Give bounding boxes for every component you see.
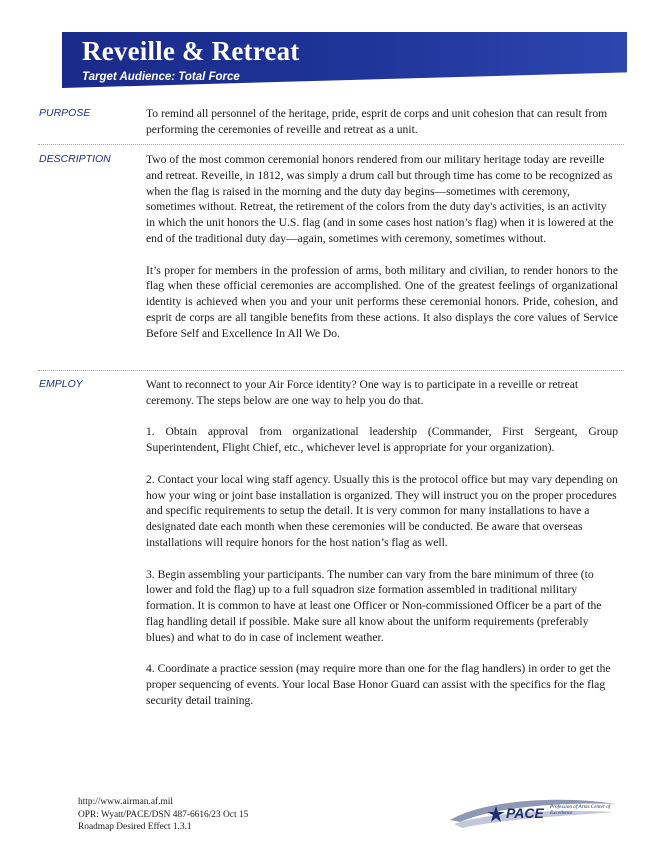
footer-url[interactable]: http://www.airman.af.mil: [78, 797, 173, 807]
description-body: [146, 152, 618, 357]
section-divider: [38, 144, 624, 145]
employ-body: [146, 377, 618, 725]
footer: [78, 796, 248, 834]
employ-step-2: 2. Contact your local wing staff agency. Usually this is the protocol office but may vary depending on how your wing or joint base installation is organized. They will instruct you on the proper procedures and specific requirements to setup the detail. It is very common for many installations to have a designated date each month when these ceremonies will be conducted. Be aware that overseas installations will require honors for the host nation’s flag as well.: [146, 472, 618, 549]
logo-tagline: Profession of Arms Center of Excellence: [550, 804, 611, 817]
employ-step-4: 4. Coordinate a practice session (may require more than one for the flag handlers) in order to get the proper sequencing of events. Your local Base Honor Guard can assist with the specifics for the flag security detail training.: [146, 662, 611, 707]
footer-opr: OPR: Wyatt/PACE/DSN 487-6616/23 Oct 15: [78, 809, 249, 820]
page-title: Reveille & Retreat: [82, 36, 300, 66]
page-subtitle: Target Audience: Total Force: [82, 71, 240, 83]
section-divider: [38, 370, 624, 371]
purpose-paragraph: To remind all personnel of the heritage, pride, esprit de corps and unit cohesion that can result from performing the ceremonies of reveille and retreat as a unit.: [146, 107, 608, 136]
employ-intro-paragraph: Want to reconnect to your Air Force identity? One way is to participate in a reveille or retreat ceremony. The steps below are one way to help you do that.: [146, 378, 579, 407]
pace-logo: [448, 796, 618, 830]
air-force-symbol-icon: [486, 804, 506, 824]
employ-step-3: 3. Begin assembling your participants. The number can vary from the bare minimum of three (to lower and fold the flag) up to a full squadron size formation assembled in traditional military formation. It is common to have at least one Officer or Non-commissioned Officer be a part of the flag handling detail if possible. Make sure all know about the uniform requirements (preferably blues) and what to do in case of inclement weather.: [146, 567, 602, 644]
employ-label: EMPLOY: [39, 378, 83, 390]
description-paragraph-1: Two of the most common ceremonial honors rendered from our military heritage today are reveille and retreat. Reveille, in 1812, was simply a drum call but through time has come to be recognized as when the flag is raised in the morning and the duty day begins—sometimes with ceremony, sometimes without. Retreat, the retirement of the colors from the duty day's activities, is an activity in which the unit honors the U.S. flag (and in some cases host nation’s flag) when it is lowered at the end of the traditional duty day—again, sometimes with ceremony, sometimes without.: [146, 153, 614, 245]
description-label: DESCRIPTION: [39, 153, 111, 165]
description-paragraph-2: It’s proper for members in the profession of arms, both military and civilian, to render honors to the flag when these official ceremonies are accomplished. One of the greatest feelings of organizational identity is achieved when you and your unit performs these ceremonial honors. Pride, cohesion, and esprit de corps are all tangible benefits from these actions. It also displays the core values of Service Before Self and Excellence In All We Do.: [146, 263, 618, 340]
purpose-label: PURPOSE: [39, 107, 91, 119]
footer-roadmap: Roadmap Desired Effect 1.3.1: [78, 822, 192, 833]
purpose-body: [146, 106, 618, 153]
employ-step-1: 1. Obtain approval from organizational leadership (Commander, First Sergeant, Group Superintendent, Flight Chief, etc., whichever level is appropriate for your organization).: [146, 425, 618, 455]
logo-name: PACE: [506, 805, 544, 821]
